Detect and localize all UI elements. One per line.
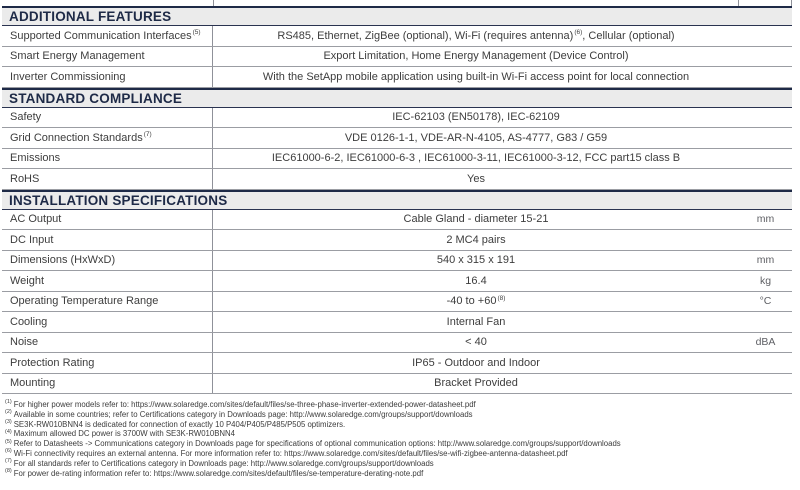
spec-value: IEC61000-6-2, IEC61000-6-3 , IEC61000-3-11, IEC61000-3-12, FCC part15 class B	[271, 152, 681, 165]
spec-unit	[739, 312, 792, 332]
footnote-ref: (5)	[192, 29, 201, 37]
footnote-ref: (7)	[143, 131, 152, 139]
footnote	[4, 429, 800, 439]
footnote-text: Maximum allowed DC power is 3700W with SE3K-RW010BNN4	[13, 429, 236, 439]
footnote-text: For higher power models refer to: https://www.solaredge.com/sites/default/files/se-three-phase-inverter-extended-power-datasheet.pdf	[13, 400, 476, 409]
footnote	[4, 439, 800, 449]
spec-value: Internal Fan	[446, 315, 506, 328]
footnote-marker: (4)	[5, 428, 12, 435]
table-row	[2, 353, 792, 374]
spec-label: Inverter Commissioning	[2, 67, 213, 87]
spec-unit	[739, 149, 792, 169]
spec-value: Bracket Provided	[434, 377, 518, 390]
spec-unit	[739, 128, 792, 148]
spec-label: Noise	[2, 333, 213, 353]
table-row	[2, 47, 792, 68]
spec-unit	[739, 47, 792, 67]
spec-label: Safety	[2, 108, 213, 128]
spec-label: RoHS	[2, 169, 213, 189]
spec-label: Mounting	[2, 374, 213, 394]
table-row	[2, 333, 792, 354]
spec-label: Protection Rating	[2, 353, 213, 373]
edge-label-col	[2, 0, 214, 6]
spec-label: Supported Communication Interfaces$^{(5)}$	[2, 26, 213, 46]
spec-value: 16.4	[465, 274, 487, 287]
spec-value: 2 MC4 pairs	[446, 233, 506, 246]
spec-unit	[739, 26, 792, 46]
spec-label: DC Input	[2, 230, 213, 250]
table-row	[2, 108, 792, 129]
footnote-ref: (8)	[497, 294, 506, 302]
section-title: STANDARD COMPLIANCE	[9, 90, 183, 106]
spec-value: With the SetApp mobile application using built-in Wi-Fi access point for local connection	[262, 70, 690, 83]
spec-unit	[739, 374, 792, 394]
section-title: INSTALLATION SPECIFICATIONS	[9, 192, 228, 208]
spec-value: Cable Gland - diameter 15-21	[403, 213, 549, 226]
edge-unit-col	[739, 0, 792, 6]
spec-label: Grid Connection Standards$^{(7)}$	[2, 128, 213, 148]
spec-unit: kg	[759, 274, 772, 287]
spec-unit	[739, 230, 792, 250]
spec-unit	[739, 353, 792, 373]
footnote	[4, 469, 800, 479]
footnote	[4, 410, 800, 420]
footnote-text: For all standards refer to Certifications category in Downloads page: http://www.solaredge.com/groups/support/downloads	[13, 458, 434, 468]
spec-tables	[2, 0, 792, 394]
section-header-standard-compliance	[2, 88, 792, 108]
footnote-text: Refer to Datasheets -> Communications category in Downloads page for specifications of optional communication options: http://www.solaredge.com/groups/support/downloads	[13, 439, 621, 449]
table-row	[2, 210, 792, 231]
spec-unit	[739, 67, 792, 87]
table-row	[2, 67, 792, 88]
footnote-marker: (1)	[5, 399, 12, 406]
footnote-ref: (6)	[574, 29, 583, 37]
section-header-installation-specifications	[2, 190, 792, 210]
footnote	[4, 459, 800, 469]
footnote-text: Available in some countries; refer to Certifications category in Downloads page: http://www.solaredge.com/groups/support/downloads	[13, 409, 473, 419]
table-row	[2, 312, 792, 333]
spec-label: Emissions	[2, 149, 213, 169]
spec-value: IEC-62103 (EN50178), IEC-62109	[392, 111, 560, 124]
footnote	[4, 449, 800, 459]
spec-unit: °C	[759, 295, 772, 308]
spec-label: Operating Temperature Range	[2, 292, 213, 312]
section-title: ADDITIONAL FEATURES	[9, 9, 172, 24]
footnote	[4, 420, 800, 430]
spec-label: Weight	[2, 271, 213, 291]
spec-value: < 40	[465, 336, 487, 349]
table-row	[2, 230, 792, 251]
footnote-marker: (8)	[5, 467, 12, 474]
spec-unit: mm	[756, 254, 775, 267]
spec-value: Export Limitation, Home Energy Management (Device Control)	[323, 50, 629, 63]
footnote-marker: (2)	[5, 409, 12, 416]
table-row	[2, 149, 792, 170]
spec-value: VDE 0126-1-1, VDE-AR-N-4105, AS-4777, G83 / G59	[344, 131, 608, 144]
spec-value: 540 x 315 x 191	[436, 254, 516, 267]
spec-label: Smart Energy Management	[2, 47, 213, 67]
spec-value: Yes	[467, 172, 485, 185]
footnote-text: Wi-Fi connectivity requires an external antenna. For more information refer to: https://www.solaredge.com/sites/default/files/se-wifi-zigbee-antenna-datasheet.pdf	[13, 448, 568, 458]
table-row	[2, 169, 792, 190]
table-row	[2, 26, 792, 47]
section-header-additional-features	[2, 6, 792, 26]
footnote-marker: (6)	[5, 448, 12, 455]
footnote-marker: (3)	[5, 419, 12, 425]
spec-value: IP65 - Outdoor and Indoor	[412, 356, 540, 369]
previous-table-edge	[2, 0, 792, 6]
spec-unit	[739, 169, 792, 189]
spec-label: AC Output	[2, 210, 213, 230]
table-row	[2, 271, 792, 292]
spec-unit: dBA	[755, 336, 776, 349]
spec-label: Cooling	[2, 312, 213, 332]
footnote-text: SE3K-RW010BNN4 is dedicated for connection of exactly 10 P404/P405/P485/P505 optimizers.	[13, 419, 346, 429]
table-row	[2, 374, 792, 395]
table-row	[2, 292, 792, 313]
footnote-marker: (7)	[5, 458, 12, 465]
spec-value: RS485, Ethernet, ZigBee (optional), Wi-Fi (requires antenna)$^{(6)}$, Cellular (optional)	[277, 29, 675, 42]
table-row	[2, 128, 792, 149]
table-row	[2, 251, 792, 272]
footnote	[4, 400, 800, 410]
edge-value-col	[214, 0, 739, 6]
footnotes-block	[4, 400, 800, 478]
footnote-marker: (5)	[5, 438, 12, 445]
spec-label: Dimensions (HxWxD)	[2, 251, 213, 271]
spec-unit: mm	[756, 213, 775, 226]
footnote-text: For power de-rating information refer to: https://www.solaredge.com/sites/default/files/se-temperature-derating-note.pdf	[13, 468, 424, 478]
spec-value: -40 to $+60^{(8)}$	[446, 294, 506, 308]
spec-unit	[739, 108, 792, 128]
